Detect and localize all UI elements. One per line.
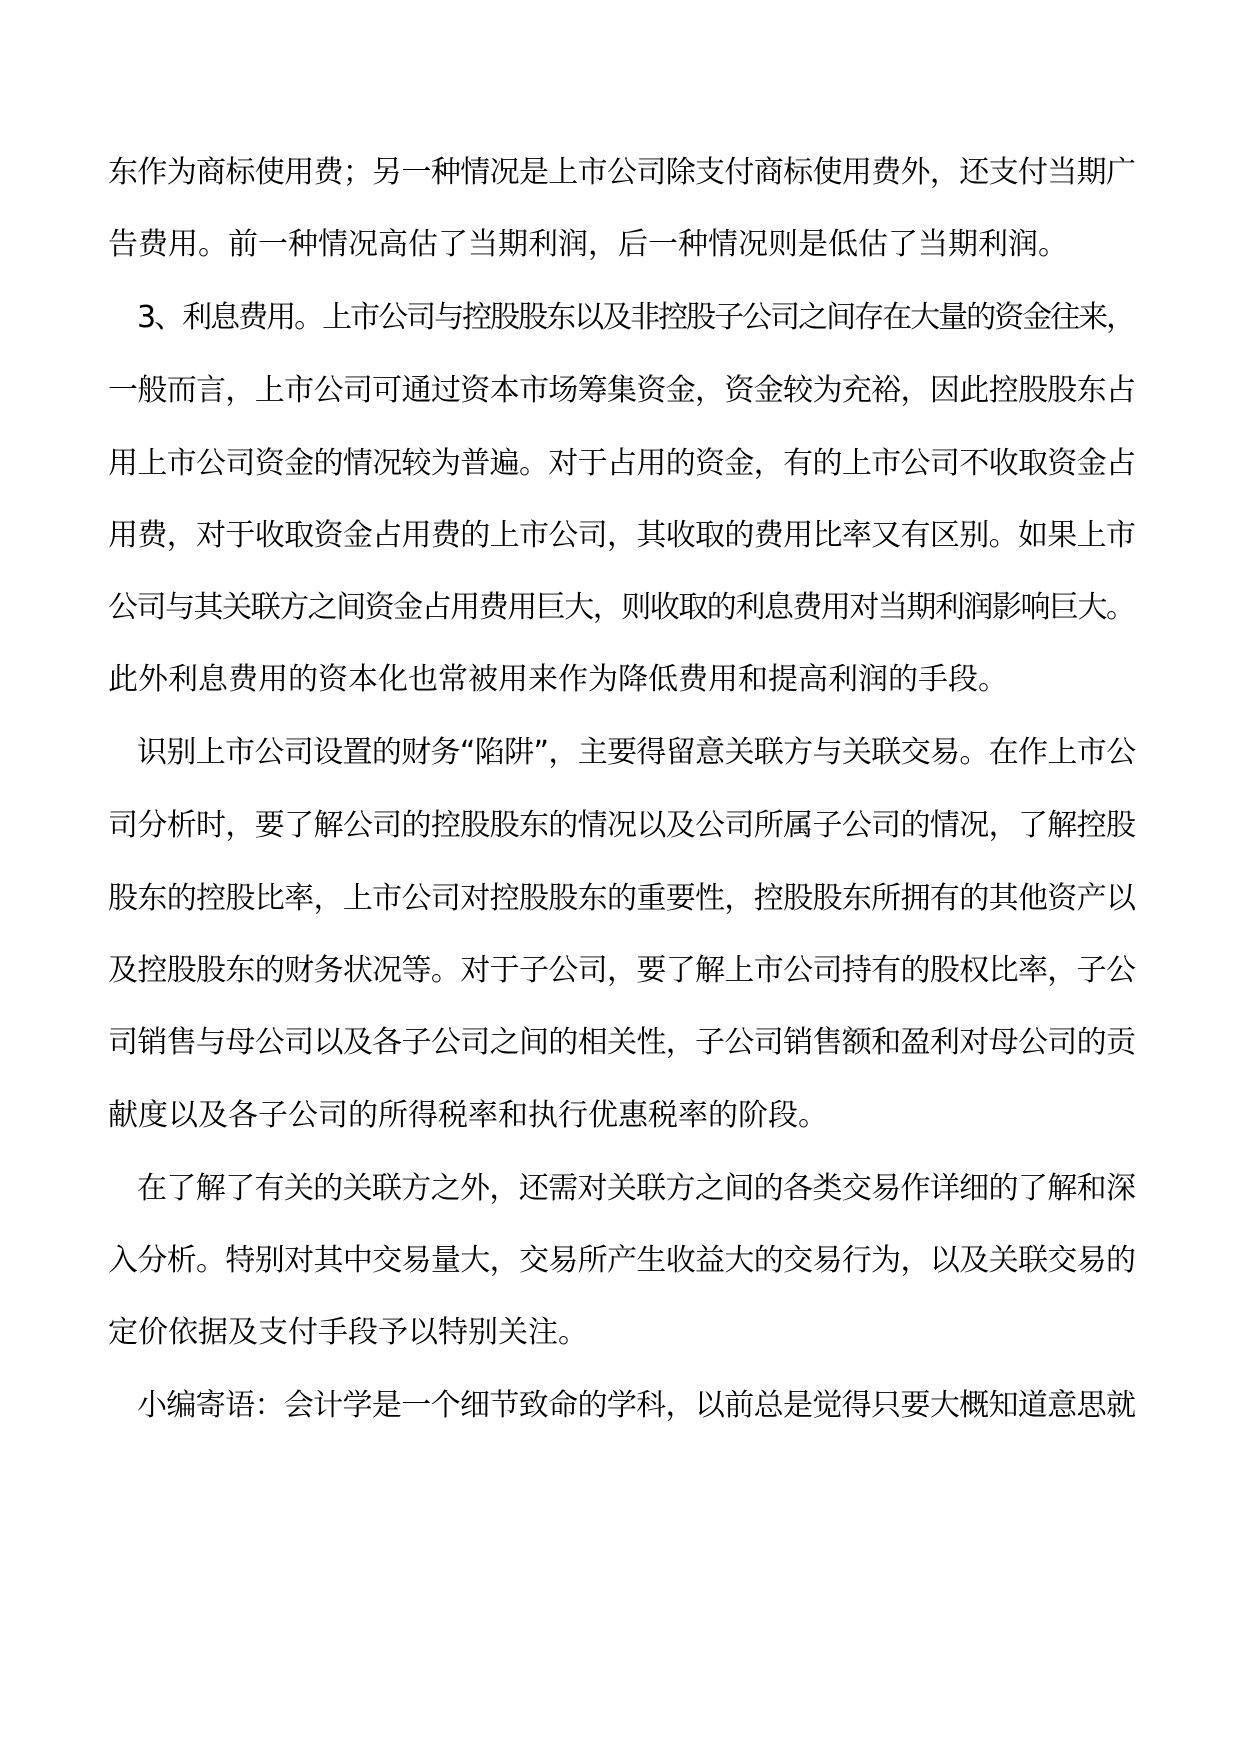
text-line: 识别上市公司设置的财务“陷阱”，主要得留意关联方与关联交易。在作上市公 xyxy=(137,735,1136,770)
text-line: 在了解了有关的关联方之外，还需对关联方之间的各类交易作详细的了解和深 xyxy=(137,1171,1136,1206)
text-line: 东作为商标使用费；另一种情况是上市公司除支付商标使用费外，还支付当期广 xyxy=(108,155,1136,190)
text-line: 此外利息费用的资本化也常被用来作为降低费用和提高利润的手段。 xyxy=(108,662,1008,697)
text-line: 入分析。特别对其中交易量大，交易所产生收益大的交易行为，以及关联交易的 xyxy=(108,1243,1136,1278)
text-line: 告费用。前一种情况高估了当期利润，后一种情况则是低估了当期利润。 xyxy=(108,227,1068,262)
text-line: 司分析时，要了解公司的控股股东的情况以及公司所属子公司的情况，了解控股 xyxy=(108,808,1136,843)
text-line: 及控股股东的财务状况等。对于子公司，要了解上市公司持有的股权比率，子公 xyxy=(108,953,1136,988)
text-line: 司销售与母公司以及各子公司之间的相关性，子公司销售额和盈利对母公司的贡 xyxy=(108,1025,1136,1060)
text-line: 用上市公司资金的情况较为普遍。对于占用的资金，有的上市公司不收取资金占 xyxy=(108,446,1136,481)
text-line: 小编寄语：会计学是一个细节致命的学科，以前总是觉得只要大概知道意思就 xyxy=(137,1388,1136,1423)
text-line: 3、利息费用。上市公司与控股股东以及非控股子公司之间存在大量的资金往来， xyxy=(137,300,1135,335)
text-line: 献度以及各子公司的所得税率和执行优惠税率的阶段。 xyxy=(108,1098,828,1133)
text-line: 用费，对于收取资金占用费的上市公司，其收取的费用比率又有区别。如果上市 xyxy=(108,518,1136,553)
text-line: 公司与其关联方之间资金占用费用巨大，则收取的利息费用对当期利润影响巨大。 xyxy=(108,590,1135,625)
text-line: 定价依据及支付手段予以特别关注。 xyxy=(108,1315,588,1350)
text-line: 股东的控股比率，上市公司对控股股东的重要性，控股股东所拥有的其他资产以 xyxy=(108,881,1136,916)
text-line: 一般而言，上市公司可通过资本市场筹集资金，资金较为充裕，因此控股股东占 xyxy=(108,373,1136,408)
